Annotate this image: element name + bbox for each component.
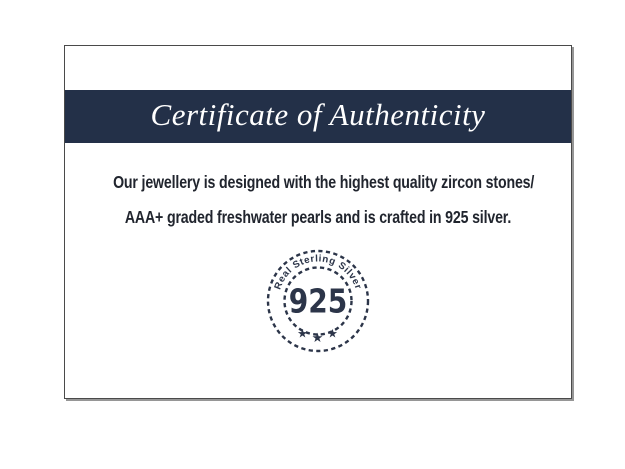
seal-star-middle-icon: ★ [311, 331, 324, 346]
seal-925-text: 925 [288, 283, 348, 322]
body-line-2: AAA+ graded freshwater pearls and is crafted in 925 silver. [124, 207, 512, 227]
body-line-1: Our jewellery is designed with the highest quality zircon stones/ [113, 172, 535, 192]
sterling-silver-seal-icon [258, 241, 378, 361]
seal-star-right-icon: ★ [327, 326, 338, 341]
certificate-body [65, 165, 571, 235]
certificate-title: Certificate of Authenticity [150, 97, 486, 132]
seal-arc-text: Real Sterling Silver [272, 253, 364, 292]
seal-star-left-icon: ★ [297, 326, 308, 341]
seal-container [65, 241, 571, 361]
certificate-card [64, 45, 572, 399]
title-banner [65, 90, 571, 143]
